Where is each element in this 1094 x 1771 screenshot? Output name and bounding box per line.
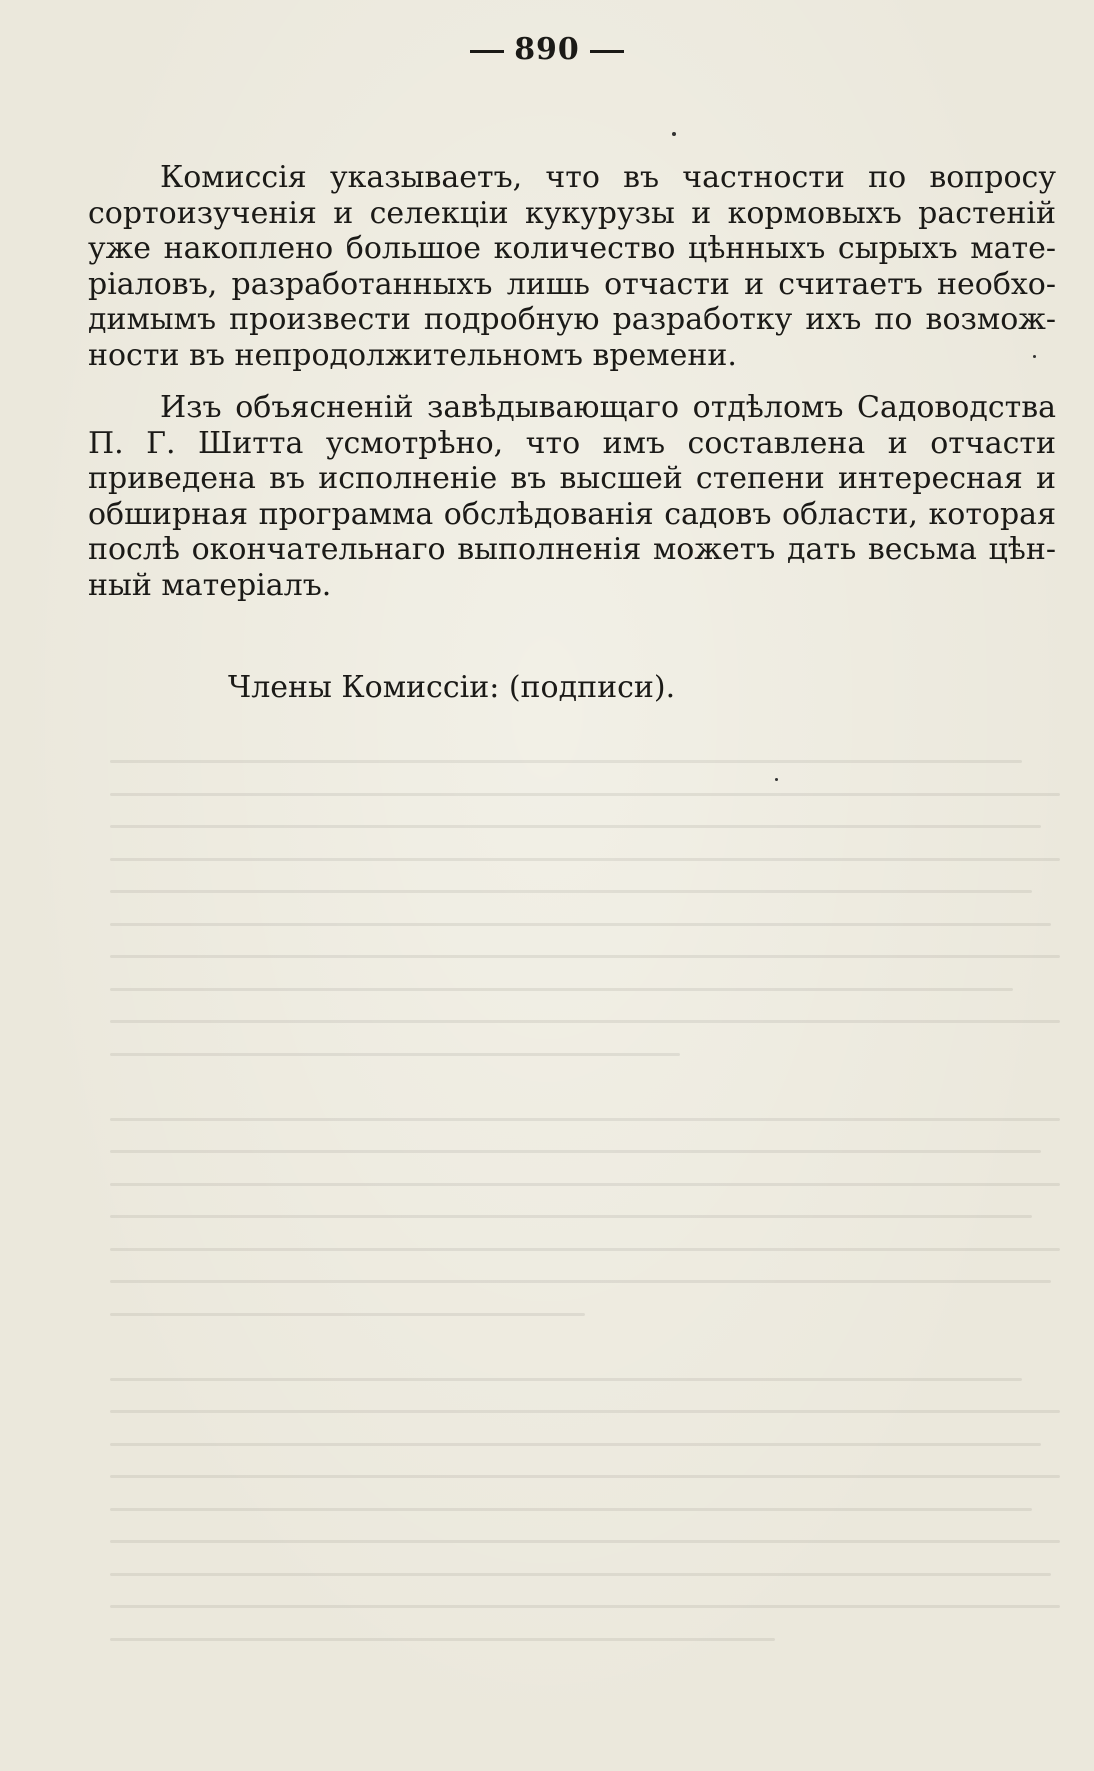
text-line: сортоизученія и селекціи кукурузы и кормовыхъ растеній <box>88 195 1056 231</box>
text-line: уже накоплено большое количество цѣнныхъ сырыхъ мате- <box>88 231 1056 266</box>
text-line: приведена въ исполненіе въ высшей степени интересная и <box>88 461 1056 496</box>
text-line: ріаловъ, разработанныхъ лишь отчасти и считаетъ необхо- <box>88 266 1056 302</box>
ink-speck <box>672 132 676 136</box>
body-text <box>88 160 1056 603</box>
paragraph-commission-corn <box>88 160 1056 373</box>
text-line: обширная программа обслѣдованія садовъ области, которая <box>88 496 1056 532</box>
text-line: димымъ произвести подробную разработку ихъ по возмож- <box>88 302 1056 337</box>
page-number <box>0 32 1094 67</box>
dash-right <box>590 50 624 53</box>
reverse-side-bleed-through <box>110 760 1060 1740</box>
signature-line: Члены Комиссіи: (подписи). <box>228 670 676 705</box>
text-line: ный матеріалъ. <box>88 567 332 603</box>
dash-left <box>470 50 504 53</box>
text-line: ности въ непродолжительномъ времени. <box>88 337 737 373</box>
paragraph-horticulture <box>88 390 1056 603</box>
text-line: послѣ окончательнаго выполненія можетъ дать весьма цѣн- <box>88 532 1056 567</box>
ink-speck <box>775 778 778 781</box>
text-line: Комиссія указываетъ, что въ частности по вопросу <box>160 160 1056 195</box>
ink-speck <box>1033 355 1036 358</box>
text-line: П. Г. Шитта усмотрѣно, что имъ составлена и отчасти <box>88 425 1056 461</box>
text-line: Изъ объясненій завѣдывающаго отдѣломъ Садоводства <box>160 390 1056 425</box>
page-number-value: 890 <box>514 32 580 67</box>
